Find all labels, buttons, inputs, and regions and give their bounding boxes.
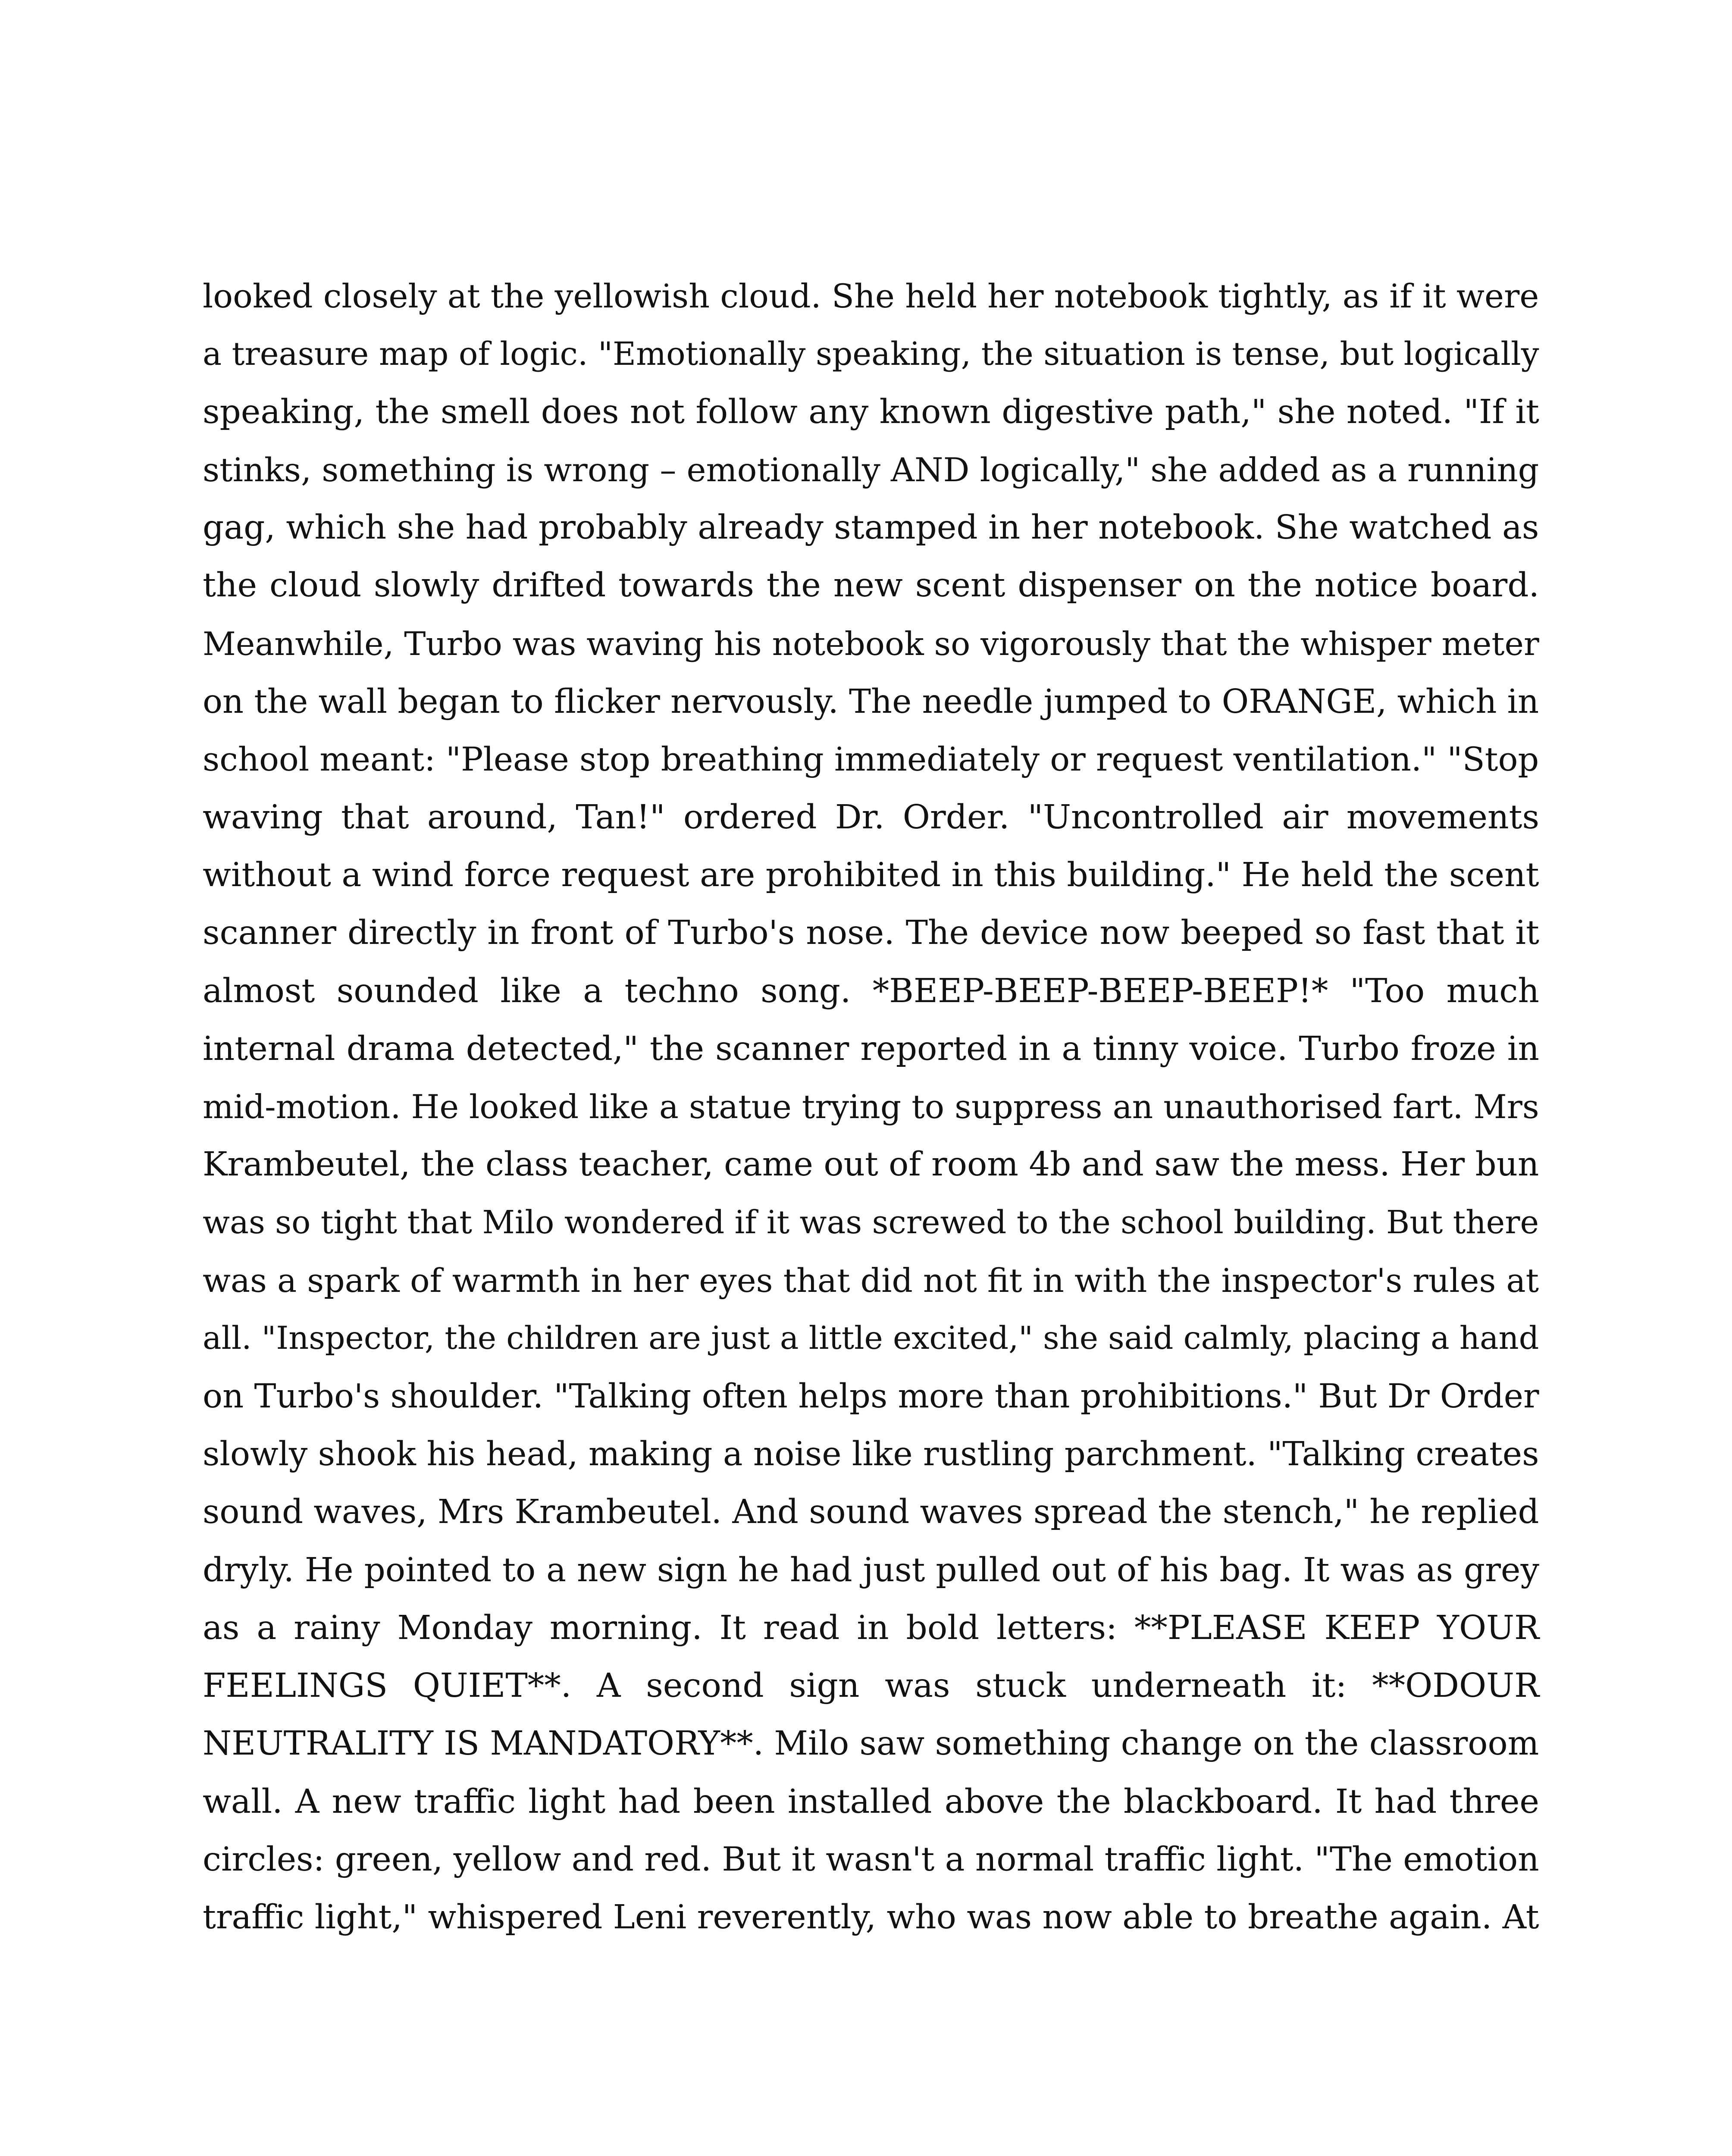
text-line: school meant: "Please stop breathing immediately or request ventilation." "Stop <box>203 740 1539 779</box>
body-text <box>203 267 1539 1947</box>
text-line: all. "Inspector, the children are just a little excited," she said calmly, placing a hand <box>203 1320 1539 1357</box>
text-line: dryly. He pointed to a new sign he had just pulled out of his bag. It was as grey <box>203 1551 1539 1589</box>
text-line: on Turbo's shoulder. "Talking often helps more than prohibitions." But Dr Order <box>203 1377 1539 1416</box>
text-line: the cloud slowly drifted towards the new scent dispenser on the notice board. <box>203 566 1539 605</box>
text-line: mid-motion. He looked like a statue trying to suppress an unauthorised fart. Mrs <box>203 1088 1539 1126</box>
text-line: traffic light," whispered Leni reverently, who was now able to breathe again. At <box>203 1898 1539 1937</box>
text-line: sound waves, Mrs Krambeutel. And sound waves spread the stench," he replied <box>203 1493 1539 1532</box>
text-line: almost sounded like a techno song. *BEEP-BEEP-BEEP-BEEP!* "Too much <box>203 971 1539 1010</box>
text-line: Meanwhile, Turbo was waving his notebook so vigorously that the whisper meter <box>203 624 1539 663</box>
text-line: looked closely at the yellowish cloud. She held her notebook tightly, as if it were <box>203 277 1539 315</box>
text-line: gag, which she had probably already stamped in her notebook. She watched as <box>203 508 1539 547</box>
text-line: Krambeutel, the class teacher, came out of room 4b and saw the mess. Her bun <box>203 1145 1539 1184</box>
text-line: slowly shook his head, making a noise like rustling parchment. "Talking creates <box>203 1435 1539 1473</box>
text-line: as a rainy Monday morning. It read in bold letters: **PLEASE KEEP YOUR <box>203 1608 1539 1647</box>
text-line: was a spark of warmth in her eyes that did not fit in with the inspector's rules at <box>203 1262 1539 1300</box>
text-line: NEUTRALITY IS MANDATORY**. Milo saw something change on the classroom <box>203 1724 1539 1763</box>
text-line: internal drama detected," the scanner reported in a tinny voice. Turbo froze in <box>203 1029 1539 1068</box>
text-line: without a wind force request are prohibited in this building." He held the scent <box>203 856 1539 894</box>
text-line: was so tight that Milo wondered if it was screwed to the school building. But there <box>203 1204 1539 1241</box>
text-line: speaking, the smell does not follow any known digestive path," she noted. "If it <box>203 392 1539 431</box>
text-line: waving that around, Tan!" ordered Dr. Order. "Uncontrolled air movements <box>203 798 1539 837</box>
text-line: circles: green, yellow and red. But it wasn't a normal traffic light. "The emotion <box>203 1840 1539 1879</box>
text-line: a treasure map of logic. "Emotionally speaking, the situation is tense, but logically <box>203 335 1539 373</box>
text-line: scanner directly in front of Turbo's nose. The device now beeped so fast that it <box>203 914 1539 953</box>
text-line: on the wall began to flicker nervously. The needle jumped to ORANGE, which in <box>203 682 1539 721</box>
text-line: FEELINGS QUIET**. A second sign was stuck underneath it: **ODOUR <box>203 1667 1539 1705</box>
text-line: wall. A new traffic light had been installed above the blackboard. It had three <box>203 1782 1539 1821</box>
text-line: stinks, something is wrong – emotionally AND logically," she added as a running <box>203 450 1539 489</box>
